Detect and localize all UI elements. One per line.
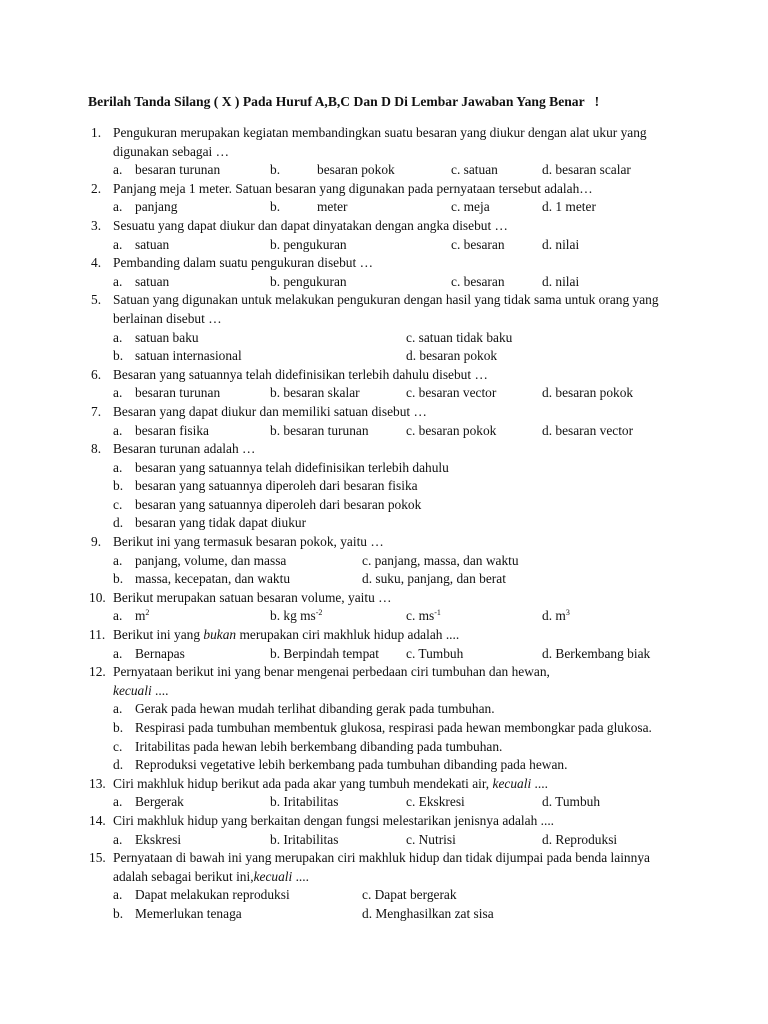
option-b-exponent: -2 bbox=[315, 608, 323, 618]
option-a-unit: m bbox=[135, 608, 146, 624]
option-a-letter[interactable]: a. bbox=[113, 794, 123, 810]
option-c[interactable]: c. Nutrisi bbox=[406, 831, 456, 847]
option-d[interactable]: d. besaran vector bbox=[542, 422, 634, 438]
question-text-start: adalah sebagai berikut ini, bbox=[113, 868, 254, 884]
question-text-end: .... bbox=[151, 682, 169, 698]
question-number: 5. bbox=[91, 292, 102, 308]
option-b[interactable] bbox=[270, 607, 322, 626]
option-d[interactable]: d. besaran scalar bbox=[542, 162, 631, 178]
question-number: 10. bbox=[89, 589, 106, 605]
option-d[interactable]: d. suku, panjang, dan berat bbox=[362, 571, 506, 587]
option-b-letter[interactable]: b. bbox=[270, 162, 281, 178]
option-b[interactable]: b. pengukuran bbox=[270, 273, 347, 289]
option-a-letter[interactable]: a. bbox=[113, 273, 123, 289]
question-text: Pembanding dalam suatu pengukuran disebut … bbox=[113, 255, 373, 271]
options-row bbox=[0, 886, 768, 905]
question-text: Besaran turunan adalah … bbox=[113, 441, 256, 457]
question-3 bbox=[0, 217, 768, 254]
question-4 bbox=[0, 254, 768, 291]
option-d[interactable]: d. Berkembang biak bbox=[542, 645, 651, 661]
option-b[interactable]: besaran yang satuannya diperoleh dari besaran fisika bbox=[135, 478, 418, 494]
option-a-letter[interactable]: a. bbox=[113, 887, 123, 903]
question-text: Besaran yang satuannya telah didefinisikan terlebih dahulu disebut … bbox=[113, 366, 488, 382]
option-c[interactable]: c. besaran bbox=[451, 273, 505, 289]
option-c-unit: c. ms bbox=[406, 608, 435, 624]
options-row bbox=[0, 905, 768, 924]
options-row bbox=[0, 645, 768, 664]
option-a[interactable]: besaran yang satuannya telah didefinisikan terlebih dahulu bbox=[135, 459, 449, 475]
options-row bbox=[0, 552, 768, 571]
option-d[interactable]: d. besaran pokok bbox=[542, 385, 634, 401]
option-a[interactable]: panjang bbox=[135, 199, 178, 215]
options-row bbox=[0, 236, 768, 255]
option-a[interactable] bbox=[135, 607, 149, 626]
option-b-letter[interactable]: b. bbox=[270, 199, 281, 215]
options-row bbox=[0, 793, 768, 812]
option-b[interactable]: b. besaran turunan bbox=[270, 422, 369, 438]
question-text: Ciri makhluk hidup yang berkaitan dengan fungsi melestarikan jenisnya adalah .... bbox=[113, 812, 555, 828]
option-d[interactable]: d. Tumbuh bbox=[542, 794, 601, 810]
option-b[interactable]: b. Berpindah tempat bbox=[270, 645, 379, 661]
option-c[interactable]: c. Tumbuh bbox=[406, 645, 464, 661]
option-d-letter[interactable]: d. bbox=[113, 515, 124, 531]
question-2 bbox=[0, 180, 768, 217]
option-c[interactable]: c. meja bbox=[451, 199, 490, 215]
option-a[interactable]: panjang, volume, dan massa bbox=[135, 552, 287, 568]
option-a-letter[interactable]: a. bbox=[113, 459, 123, 475]
option-a[interactable]: besaran fisika bbox=[135, 422, 209, 438]
option-c[interactable]: c. besaran pokok bbox=[406, 422, 497, 438]
question-13 bbox=[0, 775, 768, 812]
option-row-b bbox=[0, 477, 768, 496]
options-row bbox=[0, 273, 768, 292]
option-d[interactable]: d. Menghasilkan zat sisa bbox=[362, 905, 494, 921]
question-text-end: .... bbox=[292, 868, 309, 884]
question-text-start: Berikut ini yang bbox=[113, 627, 204, 643]
option-b[interactable]: besaran pokok bbox=[317, 162, 395, 178]
option-row-d bbox=[0, 514, 768, 533]
options-row bbox=[0, 329, 768, 348]
question-number: 9. bbox=[91, 534, 102, 550]
question-text: Pernyataan di bawah ini yang merupakan ciri makhluk hidup dan tidak dijumpai pada benda lainnya bbox=[113, 850, 650, 866]
option-d[interactable]: d. Reproduksi bbox=[542, 831, 618, 847]
options-row bbox=[0, 570, 768, 589]
question-text: Berikut ini yang termasuk besaran pokok, yaitu … bbox=[113, 534, 384, 550]
question-emphasis: kecuali bbox=[253, 868, 293, 884]
option-c-exponent: -1 bbox=[434, 608, 441, 618]
option-b[interactable]: b. Iritabilitas bbox=[270, 831, 339, 847]
option-c[interactable]: c. Dapat bergerak bbox=[362, 887, 457, 903]
question-6 bbox=[0, 366, 768, 403]
question-14 bbox=[0, 812, 768, 849]
question-number: 1. bbox=[91, 125, 102, 140]
option-b-unit: b. kg ms bbox=[270, 608, 316, 624]
question-text-continued bbox=[113, 868, 673, 887]
option-a-letter[interactable]: a. bbox=[113, 608, 123, 624]
option-a[interactable]: Ekskresi bbox=[135, 831, 182, 847]
option-row-a bbox=[0, 459, 768, 478]
option-c[interactable]: c. Ekskresi bbox=[406, 794, 465, 810]
question-7 bbox=[0, 403, 768, 440]
option-a-letter[interactable]: a. bbox=[113, 162, 123, 178]
question-emphasis: bukan bbox=[203, 627, 237, 643]
option-b[interactable]: meter bbox=[317, 199, 348, 215]
option-row-c bbox=[0, 496, 768, 515]
option-d[interactable]: besaran yang tidak dapat diukur bbox=[135, 515, 307, 531]
option-a[interactable]: satuan baku bbox=[135, 329, 199, 345]
question-text: Berikut merupakan satuan besaran volume, yaitu … bbox=[113, 589, 392, 605]
question-text: Panjang meja 1 meter. Satuan besaran yang digunakan pada pernyataan tersebut adalah… bbox=[113, 180, 593, 196]
option-a-letter[interactable]: a. bbox=[113, 645, 123, 661]
option-b-letter[interactable]: b. bbox=[113, 348, 124, 364]
option-d[interactable]: d. besaran pokok bbox=[406, 348, 498, 364]
option-c[interactable]: besaran yang satuannya diperoleh dari besaran pokok bbox=[135, 496, 422, 512]
question-number: 13. bbox=[89, 775, 106, 791]
option-d-unit: d. m bbox=[542, 608, 566, 624]
option-row-d bbox=[0, 756, 768, 775]
option-c-letter[interactable]: c. bbox=[113, 738, 123, 754]
options-row bbox=[0, 831, 768, 850]
question-number: 12. bbox=[89, 664, 106, 680]
options-row bbox=[0, 161, 768, 180]
option-b[interactable]: b. pengukuran bbox=[270, 236, 347, 252]
option-c[interactable]: c. satuan tidak baku bbox=[406, 329, 513, 345]
option-d[interactable]: d. nilai bbox=[542, 236, 580, 252]
question-text: Pengukuran merupakan kegiatan membandingkan suatu besaran yang diukur dengan alat ukur yang digunakan sebagai … bbox=[113, 125, 647, 159]
question-12 bbox=[0, 663, 768, 775]
option-d-letter[interactable]: d. bbox=[113, 757, 124, 773]
page-title: Berilah Tanda Silang ( X ) Pada Huruf A,B,C Dan D Di Lembar Jawaban Yang Benar ! bbox=[88, 94, 600, 109]
option-a[interactable]: Dapat melakukan reproduksi bbox=[135, 887, 290, 903]
option-d[interactable]: Reproduksi vegetative lebih berkembang pada tumbuhan dibanding pada hewan. bbox=[135, 757, 568, 773]
option-b-letter[interactable]: b. bbox=[113, 720, 124, 735]
option-d[interactable] bbox=[542, 607, 570, 626]
option-a[interactable]: Bergerak bbox=[135, 794, 184, 810]
option-row-c bbox=[0, 738, 768, 757]
question-9 bbox=[0, 533, 768, 589]
question-number: 2. bbox=[91, 180, 102, 196]
option-c[interactable]: c. besaran vector bbox=[406, 385, 497, 401]
question-emphasis: kecuali bbox=[113, 682, 152, 698]
option-a-letter[interactable]: a. bbox=[113, 831, 123, 847]
option-a-letter[interactable]: a. bbox=[113, 385, 123, 401]
option-b[interactable]: satuan internasional bbox=[135, 348, 242, 364]
options-row bbox=[0, 607, 768, 626]
question-number: 4. bbox=[91, 255, 102, 271]
option-a-letter[interactable]: a. bbox=[113, 329, 123, 345]
option-b[interactable]: Respirasi pada tumbuhan membentuk glukosa, respirasi pada hewan membongkar pada glukosa. bbox=[135, 720, 652, 735]
question-8 bbox=[0, 440, 768, 533]
question-text: Besaran yang dapat diukur dan memiliki satuan disebut … bbox=[113, 403, 427, 419]
option-a-letter[interactable]: a. bbox=[113, 552, 123, 568]
option-a[interactable]: Gerak pada hewan mudah terlihat dibanding gerak pada tumbuhan. bbox=[135, 701, 495, 717]
option-b[interactable]: b. Iritabilitas bbox=[270, 794, 339, 810]
option-c[interactable] bbox=[406, 607, 441, 626]
option-c[interactable]: c. panjang, massa, dan waktu bbox=[362, 552, 519, 568]
option-a-letter[interactable]: a. bbox=[113, 701, 123, 717]
question-text-end: .... bbox=[531, 775, 548, 791]
question-5 bbox=[0, 291, 768, 365]
option-a[interactable]: satuan bbox=[135, 273, 170, 289]
option-a-letter[interactable]: a. bbox=[113, 236, 123, 252]
question-text-start: Ciri makhluk hidup berikut ada pada akar yang tumbuh mendekati air, bbox=[113, 775, 493, 791]
option-a[interactable]: besaran turunan bbox=[135, 385, 221, 401]
question-text-end: merupakan ciri makhluk hidup adalah .... bbox=[236, 627, 460, 643]
question-15 bbox=[0, 849, 768, 923]
question-text bbox=[113, 775, 673, 794]
option-b-letter[interactable]: b. bbox=[113, 478, 124, 494]
question-number: 14. bbox=[89, 812, 106, 828]
question-text-continued bbox=[113, 682, 673, 701]
question-1 bbox=[0, 124, 768, 180]
option-c[interactable]: Iritabilitas pada hewan lebih berkembang dibanding pada tumbuhan. bbox=[135, 738, 503, 754]
question-number: 3. bbox=[91, 217, 102, 233]
question-text: Sesuatu yang dapat diukur dan dapat dinyatakan dengan angka disebut … bbox=[113, 217, 508, 233]
option-b-letter[interactable]: b. bbox=[113, 905, 124, 921]
options-row bbox=[0, 198, 768, 217]
option-a-letter[interactable]: a. bbox=[113, 422, 123, 438]
question-number: 6. bbox=[91, 366, 102, 382]
option-c-letter[interactable]: c. bbox=[113, 496, 123, 512]
option-b[interactable]: Memerlukan tenaga bbox=[135, 905, 242, 921]
option-row-a bbox=[0, 700, 768, 719]
option-row-b bbox=[0, 719, 768, 738]
question-10 bbox=[0, 589, 768, 626]
option-d[interactable]: d. nilai bbox=[542, 273, 580, 289]
options-row bbox=[0, 422, 768, 441]
option-a[interactable]: besaran turunan bbox=[135, 162, 221, 178]
option-a-letter[interactable]: a. bbox=[113, 199, 123, 215]
question-text: Pernyataan berikut ini yang benar mengenai perbedaan ciri tumbuhan dan hewan, bbox=[113, 664, 550, 680]
question-number: 7. bbox=[91, 403, 102, 419]
question-11 bbox=[0, 626, 768, 663]
question-text bbox=[113, 626, 673, 645]
option-d-exponent: 3 bbox=[565, 608, 570, 618]
question-list bbox=[0, 124, 768, 924]
question-number: 15. bbox=[89, 850, 106, 866]
options-row bbox=[0, 347, 768, 366]
option-d[interactable]: d. 1 meter bbox=[542, 199, 596, 215]
question-text: Satuan yang digunakan untuk melakukan pengukuran dengan hasil yang tidak sama untuk orang yang berlainan disebut … bbox=[113, 292, 659, 326]
option-c[interactable]: c. besaran bbox=[451, 236, 505, 252]
option-c[interactable]: c. satuan bbox=[451, 162, 498, 178]
option-b[interactable]: massa, kecepatan, dan waktu bbox=[135, 571, 291, 587]
question-number: 11. bbox=[89, 627, 106, 643]
question-number: 8. bbox=[91, 441, 102, 457]
option-a[interactable]: satuan bbox=[135, 236, 170, 252]
options-row bbox=[0, 384, 768, 403]
option-a-exponent: 2 bbox=[145, 608, 150, 618]
option-b-letter[interactable]: b. bbox=[113, 571, 124, 587]
option-a[interactable]: Bernapas bbox=[135, 645, 185, 661]
question-emphasis: kecuali bbox=[492, 775, 532, 791]
option-b[interactable]: b. besaran skalar bbox=[270, 385, 360, 401]
